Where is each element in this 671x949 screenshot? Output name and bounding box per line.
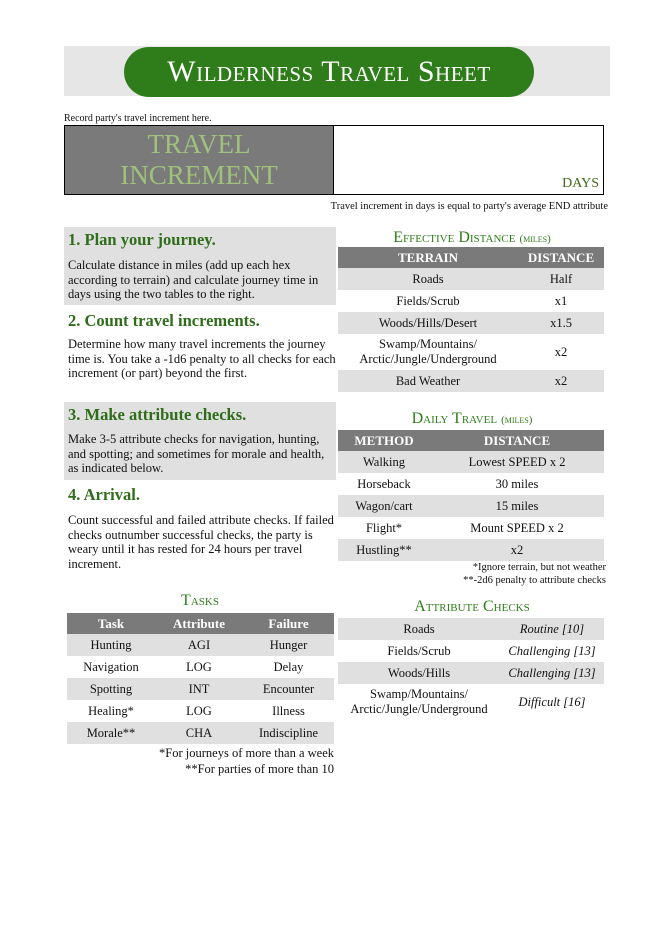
step-4-heading: 4. Arrival. (68, 485, 140, 504)
page-title: Wilderness Travel Sheet (167, 55, 491, 88)
effective-distance-header-terrain: TERRAIN (338, 247, 518, 268)
table-row (338, 618, 604, 640)
tasks-header-attribute: Attribute (155, 613, 243, 634)
daily-travel-header-row (338, 430, 604, 451)
effective-distance-table (338, 247, 604, 392)
table-cell: Roads (338, 618, 500, 640)
table-row (338, 517, 604, 539)
table-row (338, 662, 604, 684)
step-1-heading: 1. Plan your journey. (64, 227, 336, 253)
table-cell: Wagon/cart (338, 495, 430, 517)
table-row (67, 722, 334, 744)
table-cell: Navigation (83, 659, 139, 674)
table-cell: Horseback (357, 476, 411, 491)
table-cell: Mount SPEED x 2 (470, 520, 564, 535)
table-row (338, 473, 604, 495)
table-cell: CHA (155, 722, 243, 744)
table-cell: Half (518, 268, 604, 290)
table-row (338, 312, 604, 334)
table-cell: Fields/Scrub (396, 293, 460, 308)
travel-increment-label-line2: INCREMENT (120, 160, 278, 190)
table-row (338, 334, 604, 370)
table-row (67, 634, 334, 656)
table-row (67, 656, 334, 678)
table-cell: Encounter (243, 678, 334, 700)
daily-travel-header-method: METHOD (338, 430, 430, 451)
table-cell: 30 miles (495, 476, 539, 491)
tasks-footnote-2: **For parties of more than 10 (185, 762, 334, 776)
table-cell: Lowest SPEED x 2 (430, 451, 604, 473)
table-row (338, 539, 604, 561)
table-cell: x2 (518, 370, 604, 392)
table-cell: Swamp/Mountains/ Arctic/Jungle/Underground (350, 687, 488, 716)
daily-travel-footnotes (338, 561, 606, 587)
table-cell: Bad Weather (338, 370, 518, 392)
table-cell: LOG (186, 659, 212, 674)
title-banner (124, 47, 534, 97)
table-cell: LOG (186, 703, 212, 718)
table-row (338, 684, 604, 720)
tasks-title-text: Tasks (181, 592, 219, 609)
table-cell: Healing* (88, 703, 134, 718)
tasks-table (67, 613, 334, 744)
table-cell: x1 (554, 293, 568, 308)
table-cell: Delay (273, 659, 304, 674)
travel-increment-label-line1: TRAVEL (147, 129, 251, 159)
step-3-heading: 3. Make attribute checks. (64, 402, 336, 428)
table-row (338, 268, 604, 290)
step-1-body: Calculate distance in miles (add up each hex according to terrain) and calculate journey time in days using the two tables to the right. (64, 253, 336, 305)
step-2-heading: 2. Count travel increments. (68, 311, 260, 330)
table-cell: Woods/Hills (338, 662, 500, 684)
step-3-body: Make 3-5 attribute checks for navigation, hunting, and spotting; and sometimes for morale and health, as indicated below. (64, 428, 336, 480)
table-cell: Walking (338, 451, 430, 473)
daily-travel-footnote-2: **-2d6 penalty to attribute checks (463, 575, 606, 586)
daily-travel-footnote-1: *Ignore terrain, but not weather (472, 562, 606, 573)
table-cell: Fields/Scrub (387, 643, 451, 658)
table-cell: Hustling** (338, 539, 430, 561)
step-2-body: Determine how many travel increments the journey time is. You take a -1d6 penalty to all checks for each increment (or part) beyond the first. (68, 337, 336, 380)
daily-travel-title (338, 410, 606, 428)
table-cell: 15 miles (430, 495, 604, 517)
table-cell: AGI (155, 634, 243, 656)
daily-travel-header-distance: DISTANCE (430, 430, 604, 451)
table-cell: x2 (554, 344, 568, 359)
tasks-header-task: Task (67, 613, 155, 634)
table-cell: Hunting (67, 634, 155, 656)
table-cell: x2 (430, 539, 604, 561)
table-row (338, 290, 604, 312)
increment-note: Travel increment in days is equal to party's average END attribute (330, 201, 608, 212)
tasks-header-failure: Failure (243, 613, 334, 634)
table-cell: Difficult [16] (518, 694, 586, 709)
effective-distance-header-distance: DISTANCE (518, 247, 604, 268)
tasks-header-row (67, 613, 334, 634)
daily-travel-title-suffix: (miles) (501, 414, 533, 426)
travel-increment-box (64, 125, 604, 195)
tasks-footnotes (64, 745, 334, 777)
table-cell: x1.5 (518, 312, 604, 334)
table-cell: Woods/Hills/Desert (338, 312, 518, 334)
attribute-checks-title-text: Attribute Checks (414, 598, 530, 615)
attribute-checks-table (338, 618, 604, 720)
record-note: Record party's travel increment here. (64, 113, 212, 124)
table-row (67, 678, 334, 700)
days-label: DAYS (562, 176, 599, 191)
table-cell: Flight* (365, 520, 403, 535)
table-row (338, 495, 604, 517)
effective-distance-header-row (338, 247, 604, 268)
table-cell: INT (155, 678, 243, 700)
table-cell: Hunger (243, 634, 334, 656)
table-cell: Routine [10] (500, 618, 604, 640)
tasks-footnote-1: *For journeys of more than a week (159, 746, 334, 760)
table-cell: Spotting (67, 678, 155, 700)
tasks-title (64, 592, 336, 610)
effective-distance-title-suffix: (miles) (519, 233, 551, 245)
table-row (338, 370, 604, 392)
attribute-checks-title (338, 598, 606, 616)
table-cell: Roads (338, 268, 518, 290)
table-cell: Swamp/Mountains/ Arctic/Jungle/Underground (359, 337, 497, 366)
travel-increment-label (65, 126, 334, 194)
daily-travel-table (338, 430, 604, 561)
table-cell: Illness (272, 703, 305, 718)
table-cell: Morale** (67, 722, 155, 744)
daily-travel-title-text: Daily Travel (411, 410, 498, 427)
effective-distance-title (338, 229, 606, 247)
step-4-body: Count successful and failed attribute checks. If failed checks outnumber successful checks, the party is weary until it has rested for 24 hours per travel increment. (68, 513, 334, 571)
table-cell: Indiscipline (243, 722, 334, 744)
table-cell: Challenging [13] (508, 643, 596, 658)
table-cell: Challenging [13] (500, 662, 604, 684)
table-row (338, 640, 604, 662)
table-row (67, 700, 334, 722)
table-row (338, 451, 604, 473)
effective-distance-title-text: Effective Distance (393, 229, 516, 246)
